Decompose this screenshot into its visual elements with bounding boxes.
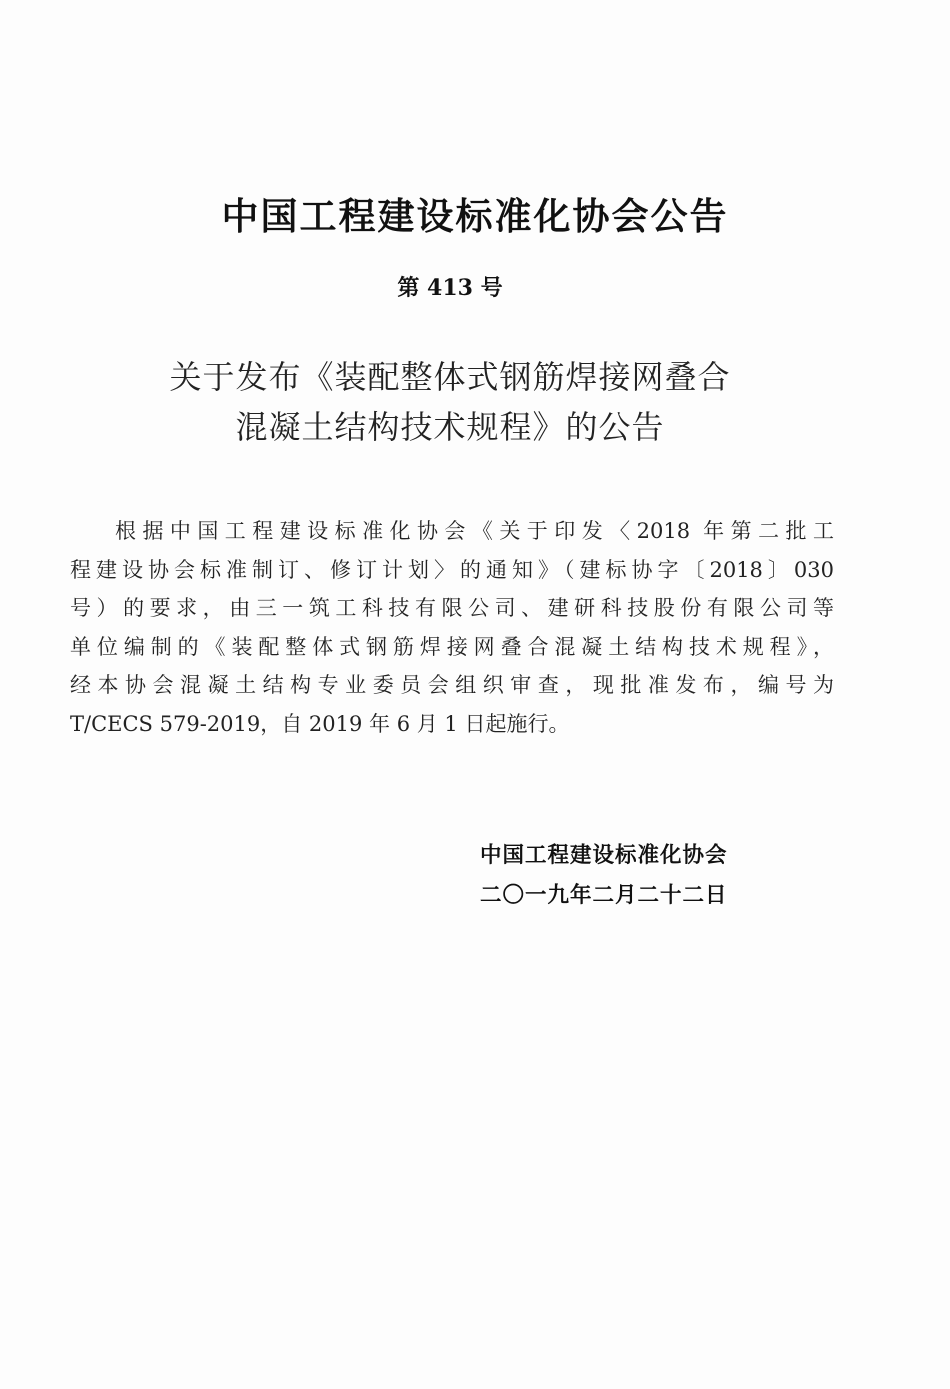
body-line: 经本协会混凝土结构专业委员会组织审查，现批准发布，编号为 [70,673,834,697]
body-line: 程建设协会标准制订、修订计划〉的通知》（建标协字〔2018〕030 [70,557,834,582]
body-line: 根据中国工程建设标准化协会《关于印发〈2018 年第二批工 [115,519,834,543]
body-line: 单位编制的《装配整体式钢筋焊接网叠合混凝土结构技术规程》， [70,634,834,659]
signature-organization: 中国工程建设标准化协会 [480,843,728,868]
notice-body [70,512,834,743]
subject-line: 混凝土结构技术规程》的公告 [235,408,665,446]
body-line: T/CECS 579-2019，自 2019 年 6 月 1 日起施行。 [70,711,570,736]
signature-block [480,836,728,916]
notice-number: 第 413 号 [397,275,503,301]
notice-subject [0,352,900,452]
signature-date: 二〇一九年二月二十二日 [480,883,728,908]
page-title: 中国工程建设标准化协会公告 [221,195,729,238]
body-line: 号）的要求，由三一筑工科技有限公司、建研科技股份有限公司等 [70,596,834,620]
subject-line: 关于发布《装配整体式钢筋焊接网叠合 [169,358,731,396]
